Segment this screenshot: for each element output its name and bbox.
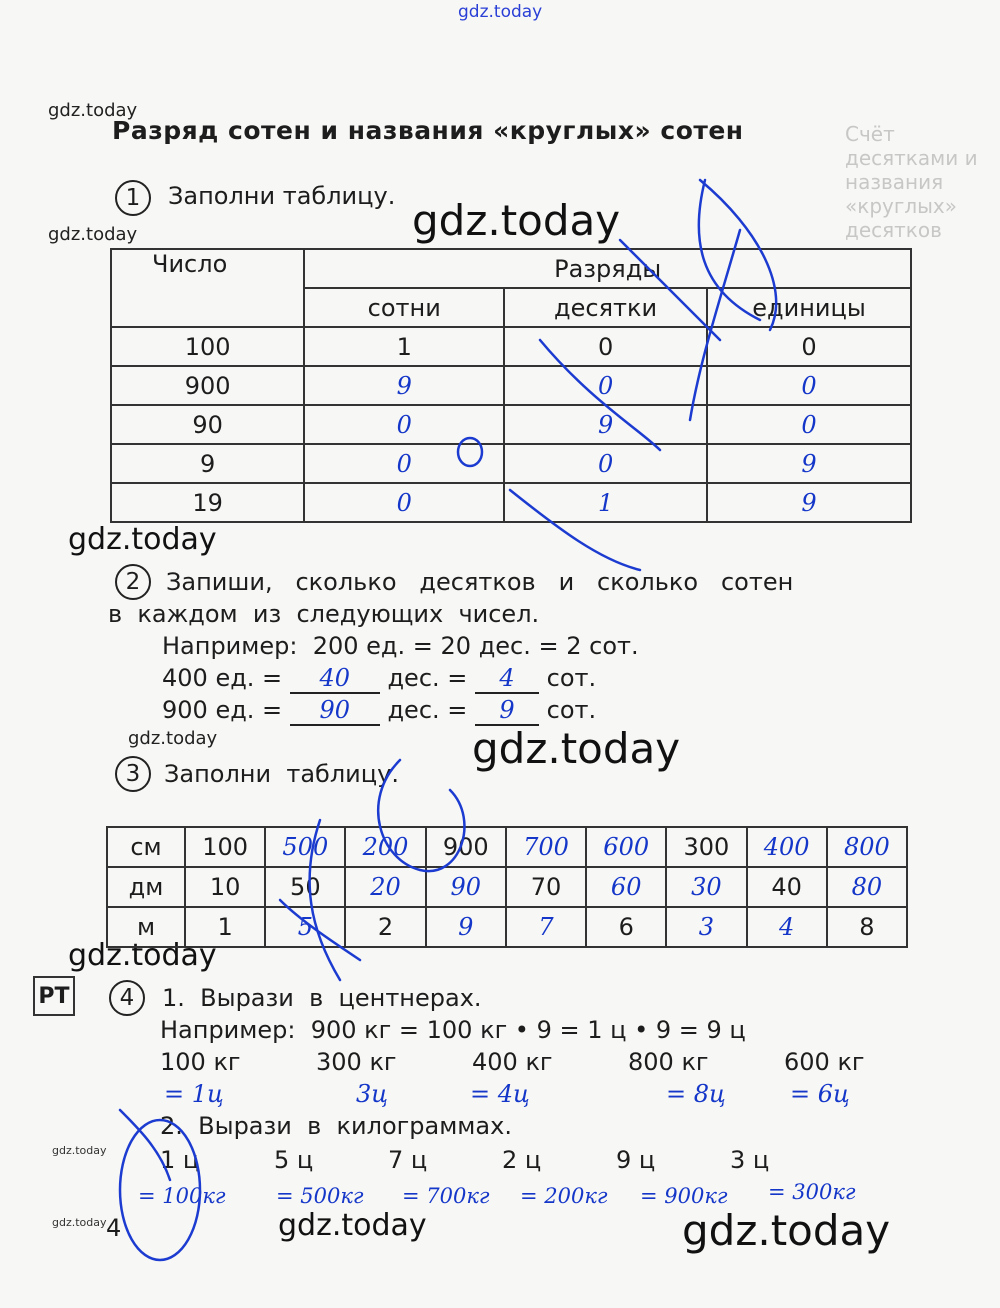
cell: 400 <box>747 827 827 867</box>
answer-tens: 40 <box>290 664 380 694</box>
task4-part1: 1. Вырази в центнерах. <box>162 984 482 1012</box>
answer-hundreds: 4 <box>475 664 539 694</box>
cell-tens: 0 <box>504 327 707 366</box>
label-cm: см <box>107 827 185 867</box>
cell: 70 <box>506 867 586 907</box>
c-item: 7 ц <box>388 1146 428 1174</box>
watermark: gdz.today <box>412 196 621 245</box>
cell: 7 <box>506 907 586 947</box>
cell-units: 0 <box>707 405 911 444</box>
cell-units: 9 <box>707 444 911 483</box>
task-number-2: 2 <box>115 564 151 600</box>
row1-tens-label: дес. = <box>387 664 468 692</box>
c-item: 1 ц <box>160 1146 200 1174</box>
cell-tens: 1 <box>504 483 707 522</box>
cell: 200 <box>345 827 425 867</box>
cell-hundreds: 0 <box>304 444 504 483</box>
watermark: gdz.today <box>52 1216 107 1229</box>
cell: 8 <box>827 907 907 947</box>
answer-tens: 90 <box>290 696 380 726</box>
task2-example: Например: 200 ед. = 20 дес. = 2 сот. <box>162 632 639 660</box>
watermark: gdz.today <box>68 938 217 973</box>
watermark: gdz.today <box>48 100 138 121</box>
cell: 90 <box>426 867 506 907</box>
answer-hundreds: 9 <box>475 696 539 726</box>
scribble-stroke <box>310 820 340 980</box>
cell: 300 <box>666 827 746 867</box>
task-number-1: 1 <box>115 180 151 216</box>
cell-number: 900 <box>111 366 304 405</box>
watermark: gdz.today <box>128 728 218 749</box>
scribble-stroke <box>540 340 660 450</box>
watermark: gdz.today <box>52 1144 107 1157</box>
c-answer: = 200кг <box>520 1184 608 1208</box>
cell: 40 <box>747 867 827 907</box>
row2-tens-label: дес. = <box>387 696 468 724</box>
cell-number: 19 <box>111 483 304 522</box>
watermark-top: gdz.today <box>458 2 543 22</box>
c-answer: = 500кг <box>276 1184 364 1208</box>
col-units: единицы <box>707 288 911 327</box>
cell-hundreds: 9 <box>304 366 504 405</box>
kg-item: 300 кг <box>316 1048 397 1076</box>
c-answer: = 700кг <box>402 1184 490 1208</box>
scribble-stroke <box>280 900 360 960</box>
col-hundreds: сотни <box>304 288 504 327</box>
c-answer: = 100кг <box>138 1184 226 1208</box>
kg-answer: = 4ц <box>470 1080 530 1108</box>
row1-hundreds-label: сот. <box>546 664 597 692</box>
watermark: gdz.today <box>682 1206 891 1255</box>
row1-units: 400 ед. = <box>162 664 283 692</box>
scribble-stroke <box>699 180 760 320</box>
c-item: 9 ц <box>616 1146 656 1174</box>
c-answer: = 900кг <box>640 1184 728 1208</box>
kg-answer: = 6ц <box>790 1080 850 1108</box>
page-number: 4 <box>106 1214 122 1242</box>
scribble-stroke <box>378 760 464 871</box>
cell: 5 <box>265 907 345 947</box>
cell: 50 <box>265 867 345 907</box>
cell-hundreds: 0 <box>304 405 504 444</box>
cell-tens: 9 <box>504 405 707 444</box>
label-m: м <box>107 907 185 947</box>
task2-line1: Запиши, сколько десятков и сколько сотен <box>166 568 794 596</box>
cell-units: 9 <box>707 483 911 522</box>
cell: 2 <box>345 907 425 947</box>
task2-line2: в каждом из следующих чисел. <box>108 600 540 628</box>
kg-item: 400 кг <box>472 1048 553 1076</box>
cell: 3 <box>666 907 746 947</box>
cell: 30 <box>666 867 746 907</box>
label-dm: дм <box>107 867 185 907</box>
task4-part2: 2. Вырази в килограммах. <box>160 1112 512 1140</box>
watermark: gdz.today <box>68 522 217 557</box>
cell-hundreds: 1 <box>304 327 504 366</box>
cell: 10 <box>185 867 265 907</box>
page-title: Разряд сотен и названия «круглых» сотен <box>112 116 744 145</box>
task-number-4: 4 <box>109 980 145 1016</box>
cell: 20 <box>345 867 425 907</box>
task4-example: Например: 900 кг = 100 кг • 9 = 1 ц • 9 = 9 ц <box>160 1016 746 1044</box>
c-item: 5 ц <box>274 1146 314 1174</box>
cell: 4 <box>747 907 827 947</box>
cell: 600 <box>586 827 666 867</box>
row2-units: 900 ед. = <box>162 696 283 724</box>
cell: 900 <box>426 827 506 867</box>
cell: 9 <box>426 907 506 947</box>
cell-number: 90 <box>111 405 304 444</box>
cell: 500 <box>265 827 345 867</box>
c-item: 3 ц <box>730 1146 770 1174</box>
cell-tens: 0 <box>504 444 707 483</box>
cell-number: 9 <box>111 444 304 483</box>
cell: 6 <box>586 907 666 947</box>
show-through-text: Счёт десятками и названия «круглых» десятков <box>845 122 978 242</box>
kg-answer: = 8ц <box>666 1080 726 1108</box>
col-tens: десятки <box>504 288 707 327</box>
cell-tens: 0 <box>504 366 707 405</box>
cell: 1 <box>185 907 265 947</box>
header-digits: Разряды <box>304 249 911 288</box>
cell: 800 <box>827 827 907 867</box>
workbook-badge: РТ <box>33 976 75 1016</box>
cell: 60 <box>586 867 666 907</box>
scribble-stroke <box>458 438 482 466</box>
task3-text: Заполни таблицу. <box>164 760 399 788</box>
cell-units: 0 <box>707 327 911 366</box>
task1-text: Заполни таблицу. <box>168 182 396 210</box>
cell-hundreds: 0 <box>304 483 504 522</box>
watermark: gdz.today <box>48 224 138 245</box>
scribble-stroke <box>120 1120 200 1260</box>
cell: 100 <box>185 827 265 867</box>
scribble-stroke <box>510 490 640 570</box>
cell: 700 <box>506 827 586 867</box>
c-item: 2 ц <box>502 1146 542 1174</box>
scribble-stroke <box>620 240 720 340</box>
kg-item: 600 кг <box>784 1048 865 1076</box>
scribble-stroke <box>690 230 740 420</box>
kg-answer: 3ц <box>356 1080 389 1108</box>
watermark: gdz.today <box>472 724 681 773</box>
kg-item: 800 кг <box>628 1048 709 1076</box>
row2-hundreds-label: сот. <box>546 696 597 724</box>
cell-number: 100 <box>111 327 304 366</box>
kg-answer: = 1ц <box>164 1080 224 1108</box>
kg-item: 100 кг <box>160 1048 241 1076</box>
header-number: Число <box>111 249 304 327</box>
cell-units: 0 <box>707 366 911 405</box>
cell: 80 <box>827 867 907 907</box>
watermark: gdz.today <box>278 1208 427 1243</box>
c-answer: = 300кг <box>768 1180 856 1204</box>
task-number-3: 3 <box>115 756 151 792</box>
